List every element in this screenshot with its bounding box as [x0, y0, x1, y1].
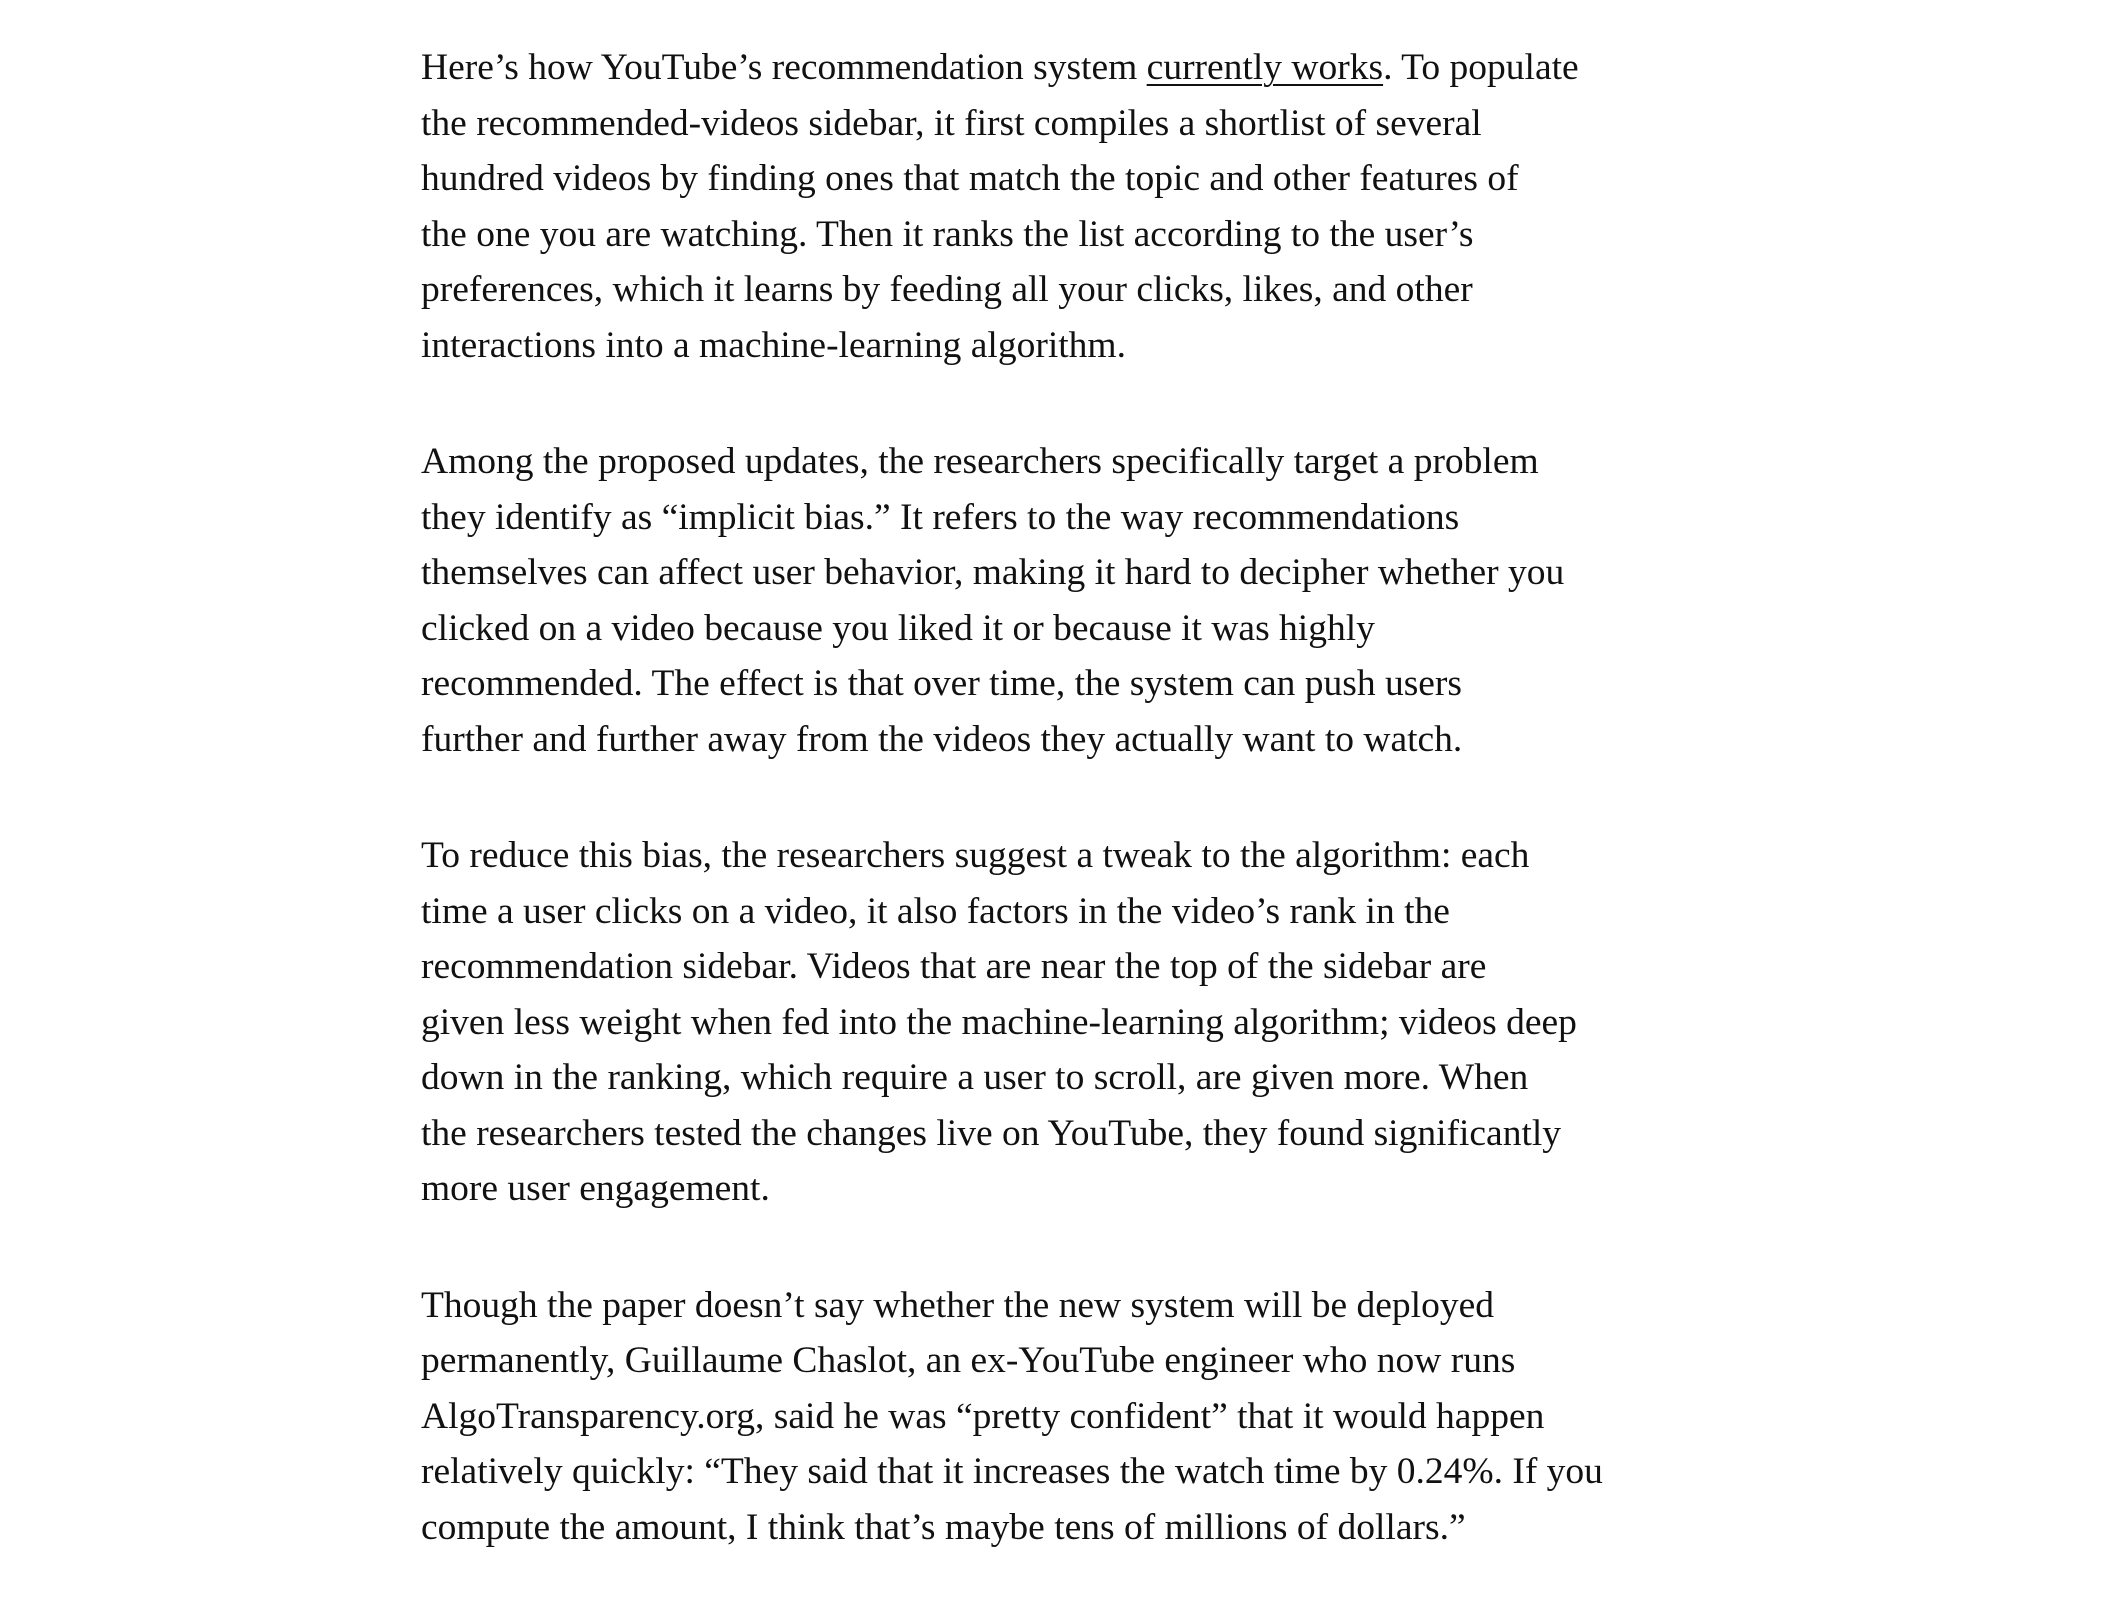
paragraph-deployment: Though the paper doesn’t say whether the new system will be deployed permanently, Guillaume Chaslot, an ex-YouTube engineer who now runs AlgoTransparency.org, said he was “pretty confident” that it would happen relatively quickly: “They said that it increases the watch time by 0.24%. If you compute the amount, I think that’s maybe tens of millions of dollars.”: [421, 1284, 1603, 1548]
paragraph-algorithm-tweak: To reduce this bias, the researchers suggest a tweak to the algorithm: each time a user clicks on a video, it also factors in the video’s rank in the recommendation sidebar. Videos that are near the top of the sidebar are given less weight when fed into the machine-learning algorithm; videos deep down in the ranking, which require a user to scroll, are given more. When the researchers tested the changes live on YouTube, they found significantly more user engagement.: [421, 835, 1577, 1209]
article-body: [421, 40, 1711, 1616]
paragraph-implicit-bias: Among the proposed updates, the researchers specifically target a problem they identify as “implicit bias.” It refers to the way recommendations themselves can affect user behavior, making it hard to decipher whether you clicked on a video because you liked it or because it was highly recommended. The effect is that over time, the system can push users further and further away from the videos they actually want to watch.: [421, 441, 1565, 760]
currently-works-link[interactable]: currently works: [1146, 47, 1384, 88]
paragraph-text-before-link: Here’s how YouTube’s recommendation system: [421, 47, 1147, 88]
paragraph-text-after-link: . To populate the recommended-videos sidebar, it first compiles a shortlist of several hundred videos by finding ones that match the topic and other features of the one you are watching. Then it ranks the list according to the user’s preferences, which it learns by feeding all your clicks, likes, and other interactions into a machine-learning algorithm.: [421, 47, 1579, 366]
paragraph-recommendation-system: [421, 40, 1711, 373]
